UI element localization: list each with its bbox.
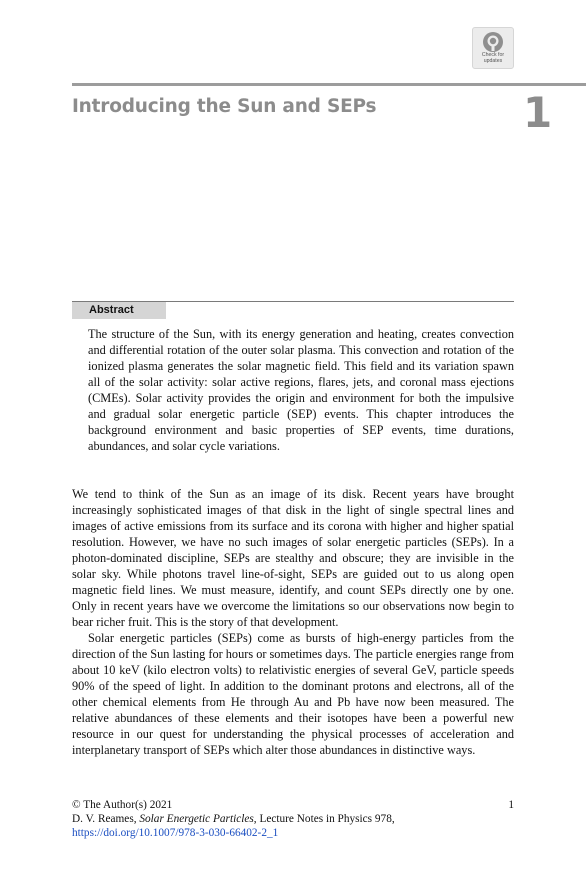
- abstract-label: Abstract: [72, 302, 166, 319]
- page-number: 1: [508, 799, 514, 811]
- header-rule: [72, 83, 586, 86]
- chapter-body: [72, 486, 514, 758]
- citation-book-title: Solar Energetic Particles: [139, 813, 254, 825]
- chapter-number: 1: [523, 88, 553, 137]
- abstract-text: The structure of the Sun, with its energy generation and heating, creates convection and differential rotation of the outer solar plasma. This convection and rotation of the ionized plasma generates the solar magnetic field. This field and its variation spawn all of the solar activity: solar active regions, flares, jets, and coronal mass ejections (CMEs). Solar activity provides the origin and environment for both the impulsive and gradual solar energetic particle (SEP) events. This chapter introduces the background environment and basic properties of SEP events, time durations, abundances, and solar cycle variations.: [88, 327, 514, 453]
- citation-series: , Lecture Notes in Physics 978,: [253, 813, 395, 825]
- doi-link[interactable]: https://doi.org/10.1007/978-3-030-66402-2_1: [72, 827, 279, 839]
- citation-line: [72, 812, 514, 826]
- copyright-notice: © The Author(s) 2021: [72, 799, 173, 811]
- body-paragraph-1: We tend to think of the Sun as an image of its disk. Recent years have brought increasingly sophisticated images of that disk in the light of single spectral lines and images of active emissions from its surface and its corona with higher and higher spatial resolution. However, we have no such images of solar energetic particles (SEPs). In a photon-dominated discipline, SEPs are stealthy and obscure; they are invisible in the solar sky. While photons travel line-of-sight, SEPs are guided out to us along open magnetic field lines. We must measure, identify, and count SEPs directly one by one. Only in recent years have we overcome the limitations so our observations now begin to bear richer fruit. This is the story of that development.: [72, 487, 514, 629]
- citation-author: D. V. Reames,: [72, 813, 137, 825]
- check-for-updates-icon: [482, 31, 504, 53]
- chapter-title: Introducing the Sun and SEPs: [72, 96, 377, 117]
- body-paragraph-2: Solar energetic particles (SEPs) come as bursts of high-energy particles from the direction of the Sun lasting for hours or sometimes days. The particle energies range from about 10 keV (kilo electron volts) to relativistic energies of several GeV, particle speeds 90% of the speed of light. In addition to the dominant protons and electrons, all of the other chemical elements from He through Au and Pb have now been measured. The relative abundances of these elements and their isotopes have been a powerful new resource in our quest for understanding the physical processes of acceleration and interplanetary transport of SEPs which alter those abundances in distinctive ways.: [72, 631, 514, 757]
- check-for-updates-badge[interactable]: [472, 27, 514, 69]
- badge-line-2: updates: [483, 57, 503, 64]
- footer: [72, 798, 514, 840]
- badge-line-1: Check for: [481, 52, 505, 58]
